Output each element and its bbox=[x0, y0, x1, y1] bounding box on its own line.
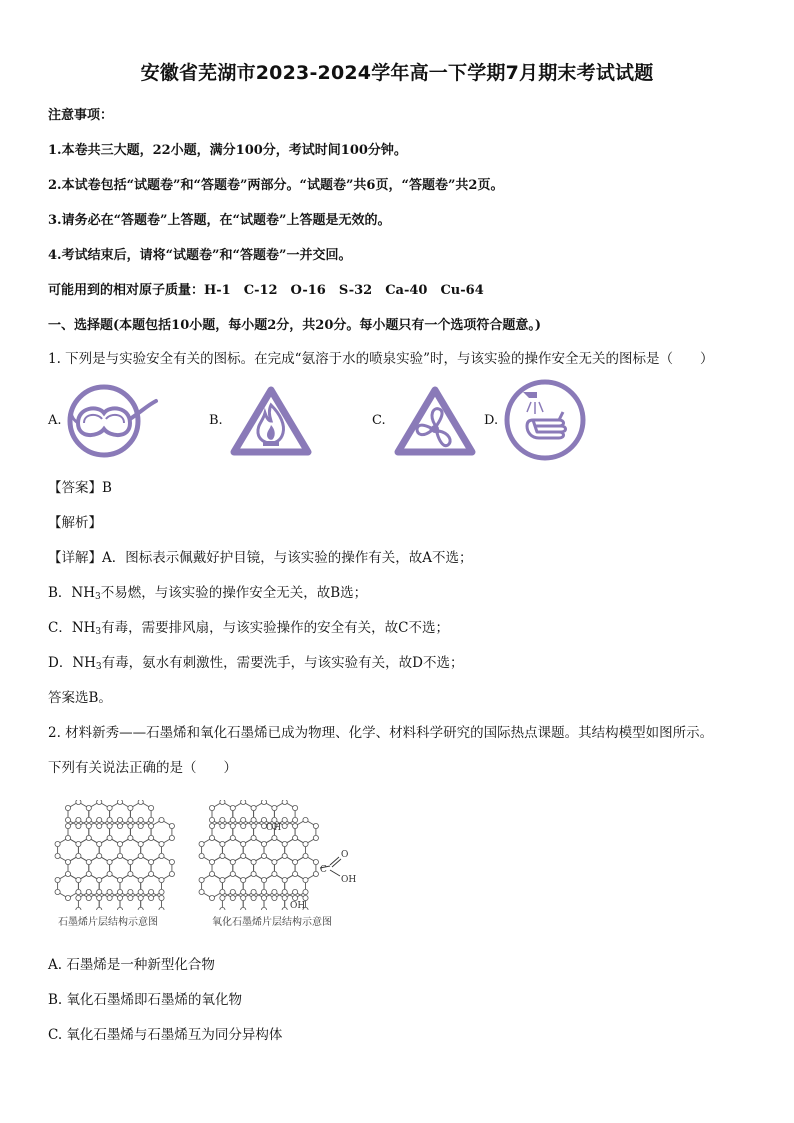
carbon-atom bbox=[282, 877, 287, 882]
detail-b-pre: B．NH bbox=[48, 585, 96, 601]
carbon-atom bbox=[241, 853, 246, 858]
carbon-atom bbox=[230, 805, 235, 810]
carbon-atom bbox=[272, 835, 277, 840]
carbon-atom bbox=[107, 835, 112, 840]
carbon-atom bbox=[261, 800, 266, 805]
carbon-atom bbox=[117, 853, 122, 858]
carbon-atom bbox=[149, 889, 154, 894]
figure-caption-right: 氧化石墨烯片层结构示意图 bbox=[212, 917, 332, 928]
carbon-atom bbox=[107, 823, 112, 828]
carbon-atom bbox=[159, 877, 164, 882]
carbon-atom bbox=[220, 817, 225, 822]
carbon-atom bbox=[230, 889, 235, 894]
carbon-atom bbox=[241, 889, 246, 894]
carbon-atom bbox=[149, 805, 154, 810]
subscript: 3 bbox=[95, 627, 102, 637]
carbon-atom bbox=[138, 800, 143, 805]
carbon-atom bbox=[241, 877, 246, 882]
answer: 【答案】B bbox=[48, 480, 112, 496]
carbon-atom bbox=[313, 871, 318, 876]
carbon-atom bbox=[251, 895, 256, 900]
carbon-atom bbox=[76, 907, 81, 910]
carbon-atom bbox=[65, 817, 70, 822]
carbon-atom bbox=[293, 859, 298, 864]
carbon-atom bbox=[138, 823, 143, 828]
carbon-atom bbox=[251, 835, 256, 840]
carbon-atom bbox=[149, 817, 154, 822]
carbon-atom bbox=[230, 823, 235, 828]
flame-icon bbox=[229, 385, 313, 457]
carbon-atom bbox=[97, 877, 102, 882]
carbon-atom bbox=[282, 817, 287, 822]
subscript: 3 bbox=[95, 662, 102, 672]
carbon-atom bbox=[76, 800, 81, 805]
detail-d bbox=[48, 651, 463, 671]
option-c: C. 氧化石墨烯与石墨烯互为同分异构体 bbox=[48, 1027, 283, 1043]
carbon-atom bbox=[159, 895, 164, 900]
carbon-atom bbox=[220, 907, 225, 910]
carbon-atom bbox=[169, 823, 174, 828]
carbon-atom bbox=[149, 823, 154, 828]
carbon-atom bbox=[97, 895, 102, 900]
carbon-atom bbox=[159, 817, 164, 822]
carbon-atom bbox=[117, 889, 122, 894]
carbon-atom bbox=[251, 859, 256, 864]
carbon-atom bbox=[107, 817, 112, 822]
carbon-atom bbox=[159, 907, 164, 910]
carbon-atom bbox=[241, 895, 246, 900]
option-d-label: D. bbox=[484, 413, 499, 428]
goggles-icon bbox=[64, 383, 160, 459]
detail-b-post: 不易燃，与该实验的操作安全无关，故B选； bbox=[100, 585, 368, 601]
option-c-label: C. bbox=[372, 413, 386, 428]
carbon-atom bbox=[293, 889, 298, 894]
carbon-atom bbox=[241, 800, 246, 805]
carbon-atom bbox=[282, 823, 287, 828]
oxygen-label: O bbox=[341, 850, 349, 860]
option-b-label: B. bbox=[209, 413, 223, 428]
carbon-atom bbox=[149, 895, 154, 900]
carbon-atom bbox=[86, 895, 91, 900]
question-2-stem: 2. 材料新秀——石墨烯和氧化石墨烯已成为物理、化学、材料科学研究的国际热点课题。其结构模型如图所示。 bbox=[48, 725, 714, 741]
carbon-atom bbox=[209, 859, 214, 864]
handwash-icon bbox=[503, 378, 587, 462]
carbon-atom bbox=[220, 895, 225, 900]
page-title: 安徽省芜湖市2023-2024学年高一下学期7月期末考试试题 bbox=[140, 62, 654, 84]
carbon-atom bbox=[128, 817, 133, 822]
carbon-label: C bbox=[320, 865, 327, 875]
carbon-atom bbox=[86, 871, 91, 876]
carbon-atom bbox=[220, 800, 225, 805]
carbon-atom bbox=[86, 805, 91, 810]
carbon-atom bbox=[313, 835, 318, 840]
carbon-atom bbox=[251, 817, 256, 822]
option-a: A. 石墨烯是一种新型化合物 bbox=[48, 957, 215, 973]
carbon-atom bbox=[169, 835, 174, 840]
carbon-atom bbox=[199, 853, 204, 858]
carbon-atom bbox=[272, 805, 277, 810]
carbon-atom bbox=[117, 907, 122, 910]
note-item: 4.考试结束后，请将“试题卷”和“答题卷”一并交回。 bbox=[48, 248, 352, 263]
carbon-atom bbox=[76, 841, 81, 846]
carbon-atom bbox=[282, 889, 287, 894]
analysis-heading: 【解析】 bbox=[48, 515, 102, 531]
carbon-atom bbox=[209, 823, 214, 828]
carbon-atom bbox=[128, 889, 133, 894]
carbon-atom bbox=[65, 835, 70, 840]
carbon-atom bbox=[138, 841, 143, 846]
fan-icon bbox=[393, 385, 477, 457]
carbon-atom bbox=[65, 823, 70, 828]
question-2-stem-2: 下列有关说法正确的是（ ） bbox=[48, 760, 237, 776]
carbon-atom bbox=[230, 817, 235, 822]
carbon-atom bbox=[76, 823, 81, 828]
carbon-atom bbox=[149, 859, 154, 864]
carbon-atom bbox=[220, 853, 225, 858]
carbon-atom bbox=[282, 895, 287, 900]
carbon-atom bbox=[65, 805, 70, 810]
carbon-atom bbox=[128, 835, 133, 840]
graphene-oxide-figure bbox=[194, 800, 374, 910]
carbon-atom bbox=[261, 889, 266, 894]
carbon-atom bbox=[128, 823, 133, 828]
carbon-atom bbox=[138, 877, 143, 882]
section-heading: 一、选择题(本题包括10小题，每小题2分，共20分。每小题只有一个选项符合题意。) bbox=[48, 318, 542, 333]
carbon-atom bbox=[97, 823, 102, 828]
carbon-atom bbox=[55, 841, 60, 846]
carbon-atom bbox=[128, 805, 133, 810]
carbon-atom bbox=[272, 889, 277, 894]
carbon-atom bbox=[107, 871, 112, 876]
carbon-atom bbox=[241, 823, 246, 828]
carbon-atom bbox=[293, 871, 298, 876]
carbon-atom bbox=[107, 889, 112, 894]
carbon-atom bbox=[107, 805, 112, 810]
carbon-atom bbox=[86, 889, 91, 894]
option-a-label: A. bbox=[48, 413, 62, 428]
carbon-atom bbox=[55, 889, 60, 894]
carbon-atom bbox=[65, 895, 70, 900]
carbon-atom bbox=[261, 895, 266, 900]
carbon-atom bbox=[128, 895, 133, 900]
carbon-atom bbox=[97, 853, 102, 858]
carbon-atom bbox=[65, 859, 70, 864]
note-item: 1.本卷共三大题，22小题，满分100分，考试时间100分钟。 bbox=[48, 143, 407, 158]
carbon-atom bbox=[138, 853, 143, 858]
detail-c-post: 有毒，需要排风扇，与该实验操作的安全有关，故C不选； bbox=[101, 620, 449, 636]
graphene-figure bbox=[50, 800, 180, 910]
carbon-atom bbox=[65, 871, 70, 876]
carbon-atom bbox=[303, 817, 308, 822]
detail-d-post: 有毒，氨水有刺激性，需要洗手，与该实验有关，故D不选； bbox=[101, 655, 464, 671]
atomic-mass-line: 可能用到的相对原子质量：H-1 C-12 O-16 S-32 Ca-40 Cu-64 bbox=[48, 283, 484, 298]
carbon-atom bbox=[117, 895, 122, 900]
carbon-atom bbox=[272, 817, 277, 822]
carbon-atom bbox=[138, 895, 143, 900]
carbon-atom bbox=[261, 817, 266, 822]
carbon-atom bbox=[76, 889, 81, 894]
oh-label-carboxyl: OH bbox=[341, 875, 357, 885]
figure-caption-left: 石墨烯片层结构示意图 bbox=[58, 917, 158, 928]
carbon-atom bbox=[303, 841, 308, 846]
carbon-atom bbox=[97, 841, 102, 846]
carbon-atom bbox=[107, 895, 112, 900]
carbon-atom bbox=[261, 907, 266, 910]
carbon-atom bbox=[199, 877, 204, 882]
question-1-stem: 1. 下列是与实验安全有关的图标。在完成“氨溶于水的喷泉实验”时，与该实验的操作安全无关的图标是（ ） bbox=[48, 351, 714, 367]
carbon-atom bbox=[117, 841, 122, 846]
carbon-atom bbox=[241, 817, 246, 822]
carbon-atom bbox=[159, 889, 164, 894]
carbon-atom bbox=[117, 877, 122, 882]
carbon-atom bbox=[117, 823, 122, 828]
carbon-atom bbox=[76, 817, 81, 822]
carbon-atom bbox=[138, 889, 143, 894]
carbon-atom bbox=[220, 823, 225, 828]
carbon-atom bbox=[230, 871, 235, 876]
detail-c-pre: C．NH bbox=[48, 620, 96, 636]
carbon-atom bbox=[55, 877, 60, 882]
carbon-atom bbox=[86, 817, 91, 822]
carbon-atom bbox=[97, 817, 102, 822]
carbon-atom bbox=[251, 805, 256, 810]
carbon-atom bbox=[209, 871, 214, 876]
detail-a: 【详解】A．图标表示佩戴好护目镜，与该实验的操作有关，故A不选； bbox=[48, 550, 473, 566]
carbon-atom bbox=[293, 805, 298, 810]
carbon-atom bbox=[159, 841, 164, 846]
carbon-atom bbox=[169, 859, 174, 864]
carbon-atom bbox=[293, 817, 298, 822]
carbon-atom bbox=[97, 800, 102, 805]
carbon-atom bbox=[230, 835, 235, 840]
conclusion: 答案选B。 bbox=[48, 690, 112, 706]
carbon-atom bbox=[86, 823, 91, 828]
carbon-atom bbox=[209, 835, 214, 840]
carbon-atom bbox=[149, 835, 154, 840]
carbon-atom bbox=[159, 853, 164, 858]
note-item: 2.本试卷包括“试题卷”和“答题卷”两部分。“试题卷”共6页，“答题卷”共2页。 bbox=[48, 178, 504, 193]
carbon-atom bbox=[149, 871, 154, 876]
carbon-atom bbox=[241, 907, 246, 910]
carbon-atom bbox=[272, 895, 277, 900]
carbon-atom bbox=[220, 841, 225, 846]
carbon-atom bbox=[230, 895, 235, 900]
detail-c bbox=[48, 616, 449, 636]
carbon-atom bbox=[303, 889, 308, 894]
carbon-atom bbox=[97, 907, 102, 910]
carbon-atom bbox=[261, 841, 266, 846]
carbon-atom bbox=[313, 823, 318, 828]
carbon-atom bbox=[251, 823, 256, 828]
carbon-atom bbox=[261, 877, 266, 882]
carbon-atom bbox=[251, 889, 256, 894]
carbon-atom bbox=[293, 895, 298, 900]
carbon-atom bbox=[209, 895, 214, 900]
carbon-atom bbox=[272, 859, 277, 864]
carbon-atom bbox=[220, 889, 225, 894]
carbon-atom bbox=[282, 853, 287, 858]
carbon-atom bbox=[199, 889, 204, 894]
carbon-atom bbox=[76, 853, 81, 858]
carbon-atom bbox=[261, 853, 266, 858]
carbon-atom bbox=[241, 841, 246, 846]
carbon-atom bbox=[76, 877, 81, 882]
carbon-atom bbox=[117, 800, 122, 805]
oh-label-top: OH bbox=[266, 823, 282, 833]
carbon-atom bbox=[86, 835, 91, 840]
carbon-atom bbox=[138, 907, 143, 910]
carbon-atom bbox=[128, 859, 133, 864]
oh-label-bottom: OH bbox=[290, 901, 306, 910]
carbon-atom bbox=[272, 871, 277, 876]
carbon-atom bbox=[209, 817, 214, 822]
carbon-atom bbox=[86, 859, 91, 864]
option-b: B. 氧化石墨烯即石墨烯的氧化物 bbox=[48, 992, 243, 1008]
carbon-atom bbox=[282, 907, 287, 910]
carbon-atom bbox=[303, 877, 308, 882]
notes-heading: 注意事项： bbox=[48, 108, 114, 123]
detail-d-pre: D．NH bbox=[48, 655, 96, 671]
carbon-atom bbox=[303, 895, 308, 900]
carbon-atom bbox=[128, 871, 133, 876]
carbon-atom bbox=[282, 800, 287, 805]
carbon-atom bbox=[303, 853, 308, 858]
carbon-atom bbox=[293, 823, 298, 828]
carbon-atom bbox=[76, 895, 81, 900]
carbon-atom bbox=[117, 817, 122, 822]
detail-b bbox=[48, 581, 367, 601]
carbon-atom bbox=[97, 889, 102, 894]
carbon-atom bbox=[282, 841, 287, 846]
carbon-atom bbox=[199, 841, 204, 846]
carbon-atom bbox=[220, 877, 225, 882]
carbon-atom bbox=[209, 805, 214, 810]
carbon-atom bbox=[313, 859, 318, 864]
note-item: 3.请务必在“答题卷”上答题，在“试题卷”上答题是无效的。 bbox=[48, 213, 391, 228]
carbon-atom bbox=[107, 859, 112, 864]
carbon-atom bbox=[138, 817, 143, 822]
subscript: 3 bbox=[95, 592, 101, 602]
carbon-atom bbox=[293, 835, 298, 840]
carbon-atom bbox=[251, 871, 256, 876]
carbon-atom bbox=[55, 853, 60, 858]
carbon-atom bbox=[169, 871, 174, 876]
carbon-atom bbox=[230, 859, 235, 864]
